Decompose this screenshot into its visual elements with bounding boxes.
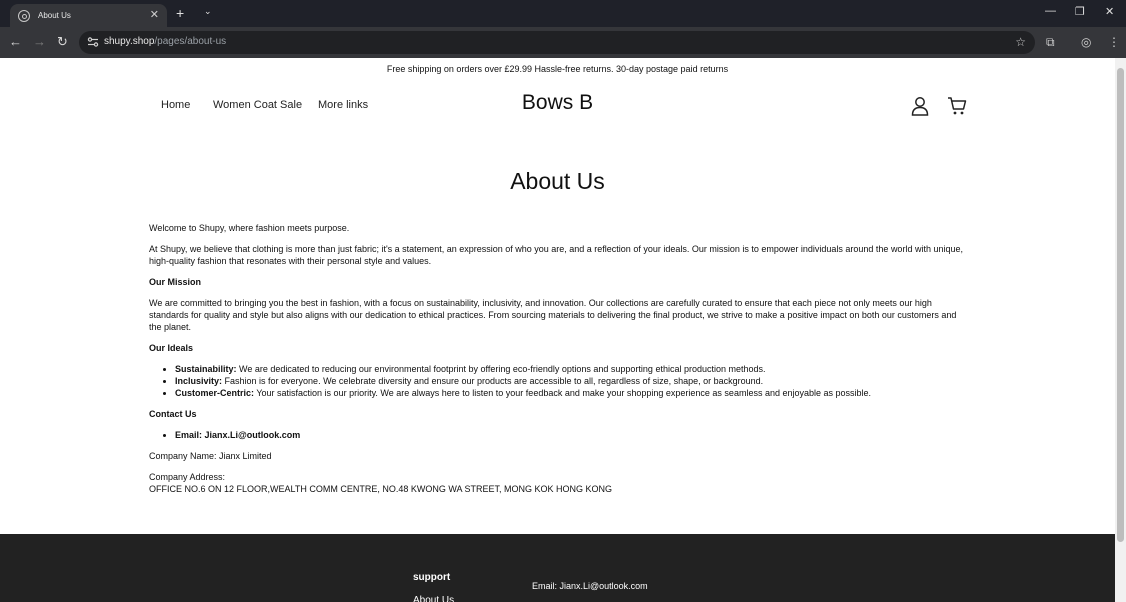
mission-text: We are committed to bringing you the best in fashion, with a focus on sustainability, inclusivity, and innovation. Our collections are carefully curated to ensure that each piece not only meets our high standards for quality and style but also aligns with our dedication to ethical practices. From sourcing materials to delivering the final product, we strive to make a positive impact on both our customers and the planet. bbox=[149, 298, 957, 332]
scrollbar-thumb[interactable] bbox=[1117, 68, 1124, 542]
browser-menu-icon[interactable]: ⋮ bbox=[1108, 35, 1120, 49]
company-address: Company Address: OFFICE NO.6 ON 12 FLOOR,WEALTH COMM CENTRE, NO.48 KWONG WA STREET, MONG KOK HONG KONG bbox=[149, 472, 613, 494]
intro-text: At Shupy, we believe that clothing is more than just fabric; it's a statement, an expression of who you are, and a reflection of your ideals. Our mission is to empower individuals around the world with unique, high-quality fashion that resonates with their personal style and values. bbox=[149, 244, 963, 266]
tab-title: About Us bbox=[38, 11, 71, 20]
bookmark-star-icon[interactable]: ☆ bbox=[1015, 35, 1026, 49]
welcome-text: Welcome to Shupy, where fashion meets purpose. bbox=[149, 223, 350, 233]
reload-icon[interactable]: ↻ bbox=[57, 34, 68, 49]
globe-icon bbox=[18, 10, 30, 22]
url-text: shupy.shop/pages/about-us bbox=[104, 36, 227, 47]
company-name: Company Name: Jianx Limited bbox=[149, 451, 272, 461]
back-icon[interactable]: ← bbox=[9, 34, 22, 49]
web-page bbox=[0, 58, 1115, 602]
account-icon[interactable] bbox=[910, 96, 930, 116]
footer-email: Email: Jianx.Li@outlook.com bbox=[532, 581, 648, 591]
browser-toolbar bbox=[0, 27, 1126, 58]
browser-tab[interactable] bbox=[10, 4, 167, 27]
ideals-heading: Our Ideals bbox=[149, 343, 194, 353]
restore-icon[interactable]: ❐ bbox=[1075, 6, 1085, 18]
chevron-down-icon[interactable]: ⌄ bbox=[204, 6, 212, 16]
profile-icon[interactable]: ◎ bbox=[1081, 35, 1092, 49]
nav-women-coat-sale[interactable]: Women Coat Sale bbox=[213, 99, 303, 111]
about-content bbox=[149, 222, 967, 504]
forward-icon[interactable]: → bbox=[33, 34, 46, 49]
contact-list bbox=[175, 429, 967, 441]
footer-support-heading: support bbox=[413, 572, 451, 583]
list-item: • Sustainability: We are dedicated to reducing our environmental footprint by offering eco-friendly options and supporting ethical production methods. bbox=[175, 363, 967, 375]
minimize-icon[interactable]: — bbox=[1045, 5, 1056, 17]
nav-more-links[interactable]: More links bbox=[318, 99, 369, 111]
contact-heading: Contact Us bbox=[149, 409, 197, 419]
page-scrollbar[interactable] bbox=[1115, 58, 1126, 602]
site-info-icon[interactable] bbox=[87, 36, 99, 48]
ideals-list bbox=[175, 363, 967, 399]
page-title: About Us bbox=[510, 168, 605, 194]
extensions-icon[interactable]: ⧉ bbox=[1046, 35, 1055, 49]
site-logo[interactable]: Bows B bbox=[521, 91, 594, 114]
cart-icon[interactable] bbox=[947, 96, 967, 116]
mission-heading: Our Mission bbox=[149, 277, 202, 287]
site-footer bbox=[0, 534, 1115, 602]
address-bar[interactable] bbox=[79, 31, 1035, 54]
new-tab-icon[interactable]: + bbox=[176, 5, 185, 21]
list-item: • Inclusivity: Fashion is for everyone. We celebrate diversity and ensure our products are accessible to all, regardless of size, shape, or background. bbox=[175, 375, 967, 387]
footer-about-link[interactable]: About Us bbox=[413, 595, 455, 602]
close-tab-icon[interactable]: ✕ bbox=[149, 9, 159, 21]
contact-email: • Email: Jianx.Li@outlook.com bbox=[175, 429, 967, 441]
list-item: • Customer-Centric: Your satisfaction is our priority. We are always here to listen to your feedback and make your shopping experience as seamless and enjoyable as possible. bbox=[175, 387, 967, 399]
browser-tab-strip bbox=[0, 0, 1126, 27]
announcement-bar: Free shipping on orders over £29.99 Hassle-free returns. 30-day postage paid returns bbox=[386, 64, 729, 74]
close-window-icon[interactable]: ✕ bbox=[1105, 6, 1115, 18]
nav-home[interactable]: Home bbox=[161, 99, 191, 111]
